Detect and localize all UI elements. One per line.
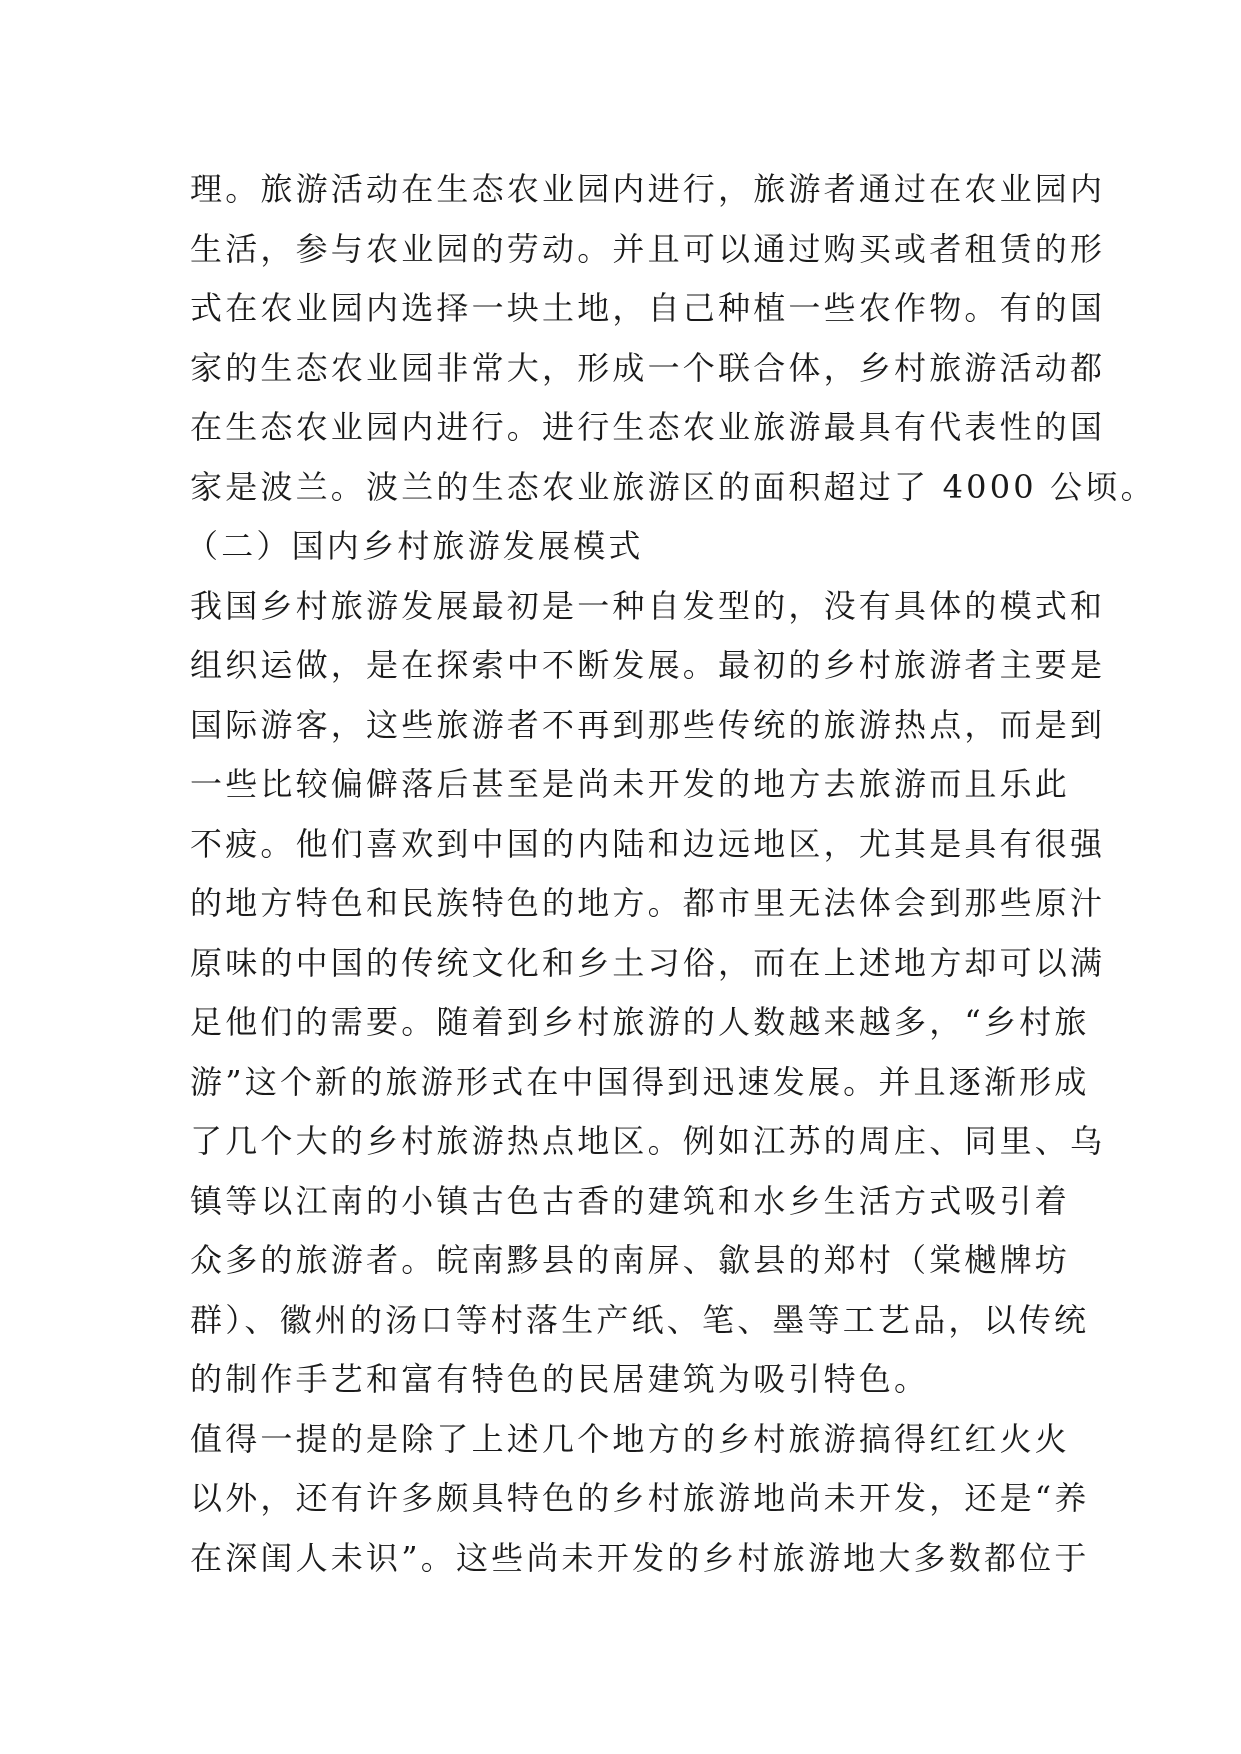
text-line: 众多的旅游者。皖南黟县的南屏、歙县的郑村（棠樾牌坊 bbox=[190, 1241, 1071, 1279]
text-line: 家的生态农业园非常大，形成一个联合体，乡村旅游活动都 bbox=[190, 348, 1106, 387]
text-line: 原味的中国的传统文化和乡土习俗，而在上述地方却可以满 bbox=[190, 943, 1106, 982]
text-line: 家是波兰。波兰的生态农业旅游区的面积超过了 4000 公顷。 bbox=[190, 467, 1156, 506]
text-line: 在生态农业园内进行。进行生态农业旅游最具有代表性的国 bbox=[190, 408, 1106, 446]
text-line: 我国乡村旅游发展最初是一种自发型的，没有具体的模式和 bbox=[190, 586, 1106, 625]
text-line: 镇等以江南的小镇古色古香的建筑和水乡生活方式吸引着 bbox=[190, 1181, 1071, 1220]
text-line: 的地方特色和民族特色的地方。都市里无法体会到那些原汁 bbox=[190, 884, 1106, 922]
section-heading: （二）国内乡村旅游发展模式 bbox=[186, 527, 644, 565]
text-line: 的制作手艺和富有特色的民居建筑为吸引特色。 bbox=[190, 1360, 930, 1398]
text-line: 以外，还有许多颇具特色的乡村旅游地尚未开发，还是“养 bbox=[190, 1479, 1090, 1517]
text-line: 在深闺人未识”。这些尚未开发的乡村旅游地大多数都位于 bbox=[190, 1538, 1090, 1577]
text-line: 一些比较偏僻落后甚至是尚未开发的地方去旅游而且乐此 bbox=[190, 765, 1071, 803]
text-line: 游”这个新的旅游形式在中国得到迅速发展。并且逐渐形成 bbox=[190, 1062, 1090, 1101]
text-line: 值得一提的是除了上述几个地方的乡村旅游搞得红红火火 bbox=[190, 1419, 1071, 1458]
text-line: 理。旅游活动在生态农业园内进行，旅游者通过在农业园内 bbox=[190, 170, 1106, 208]
text-line: 群）、徽州的汤口等村落生产纸、笔、墨等工艺品，以传统 bbox=[190, 1300, 1090, 1339]
text-line: 组织运做，是在探索中不断发展。最初的乡村旅游者主要是 bbox=[190, 646, 1106, 684]
text-line: 不疲。他们喜欢到中国的内陆和边远地区，尤其是具有很强 bbox=[190, 824, 1106, 863]
text-line: 足他们的需要。随着到乡村旅游的人数越来越多，“乡村旅 bbox=[190, 1003, 1090, 1041]
text-line: 生活，参与农业园的劳动。并且可以通过购买或者租赁的形 bbox=[190, 229, 1106, 268]
body-text bbox=[186, 160, 1156, 1588]
text-line: 国际游客，这些旅游者不再到那些传统的旅游热点，而是到 bbox=[190, 705, 1106, 744]
text-line: 式在农业园内选择一块土地，自己种植一些农作物。有的国 bbox=[190, 289, 1106, 327]
text-line: 了几个大的乡村旅游热点地区。例如江苏的周庄、同里、乌 bbox=[190, 1122, 1106, 1160]
